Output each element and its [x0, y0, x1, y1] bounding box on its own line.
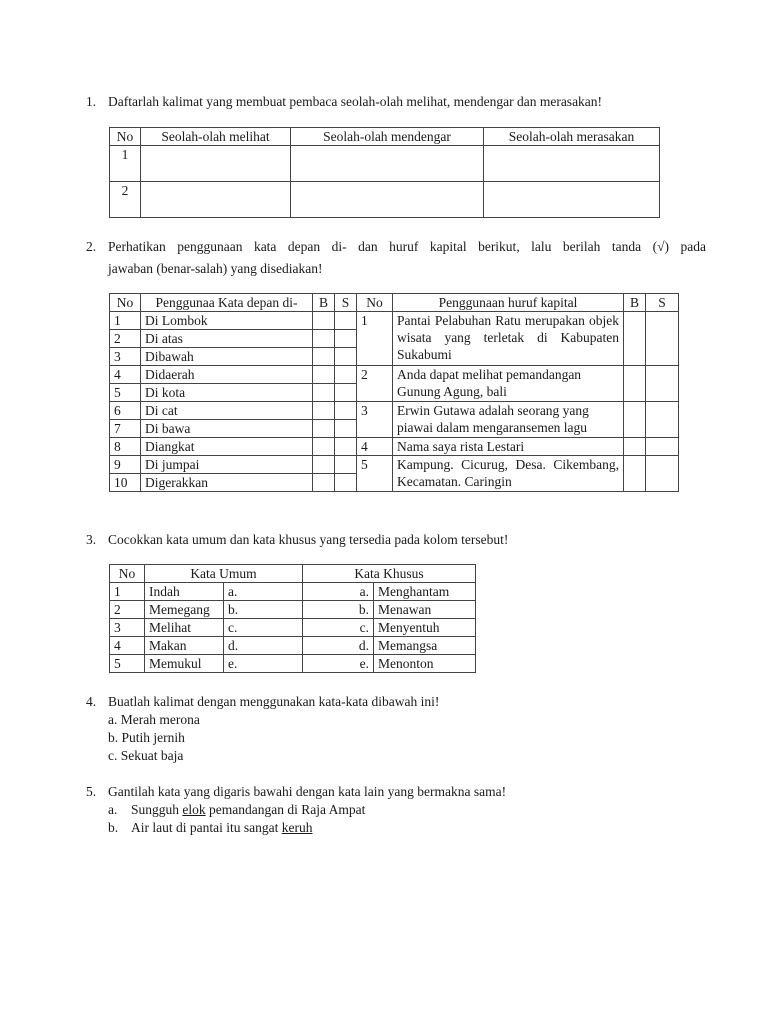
- item-text: Air laut di pantai itu sangat: [131, 820, 282, 835]
- row-text: Di atas: [141, 330, 313, 348]
- q1-table: [109, 127, 660, 218]
- check-cell-b[interactable]: [624, 366, 646, 402]
- kata-khusus: Menonton: [374, 655, 476, 673]
- kata-khusus: Memangsa: [374, 637, 476, 655]
- answer-cell[interactable]: [484, 146, 660, 182]
- table-row: [110, 655, 476, 673]
- col-header: No: [110, 294, 141, 312]
- check-cell-s[interactable]: [646, 402, 679, 438]
- check-cell-s[interactable]: [335, 474, 357, 492]
- row-text: Didaerah: [141, 366, 313, 384]
- answer-cell[interactable]: [141, 182, 291, 218]
- question-text: Gantilah kata yang digaris bawahi dengan kata lain yang bermakna sama!: [108, 784, 507, 799]
- question-1: [86, 93, 706, 111]
- row-number: 2: [357, 366, 393, 402]
- match-letter[interactable]: c.: [224, 619, 303, 637]
- check-cell-b[interactable]: [313, 348, 335, 366]
- col-header: No: [110, 565, 145, 583]
- kata-umum: Makan: [145, 637, 224, 655]
- list-item: c. Sekuat baja: [108, 748, 184, 763]
- row-number: 3: [110, 619, 145, 637]
- question-number: 1.: [86, 94, 97, 109]
- kata-khusus: Menghantam: [374, 583, 476, 601]
- row-number: 9: [110, 456, 141, 474]
- col-header: No: [110, 128, 141, 146]
- check-cell-s[interactable]: [646, 438, 679, 456]
- row-text: Kampung. Cicurug, Desa. Cikembang, Kecamatan. Caringin: [393, 456, 624, 492]
- col-header: No: [357, 294, 393, 312]
- col-header: Seolah-olah melihat: [141, 128, 291, 146]
- item-label: a.: [108, 802, 118, 817]
- check-cell-s[interactable]: [335, 438, 357, 456]
- table-row: [110, 146, 660, 182]
- option-letter: b.: [303, 601, 374, 619]
- col-header: Seolah-olah mendengar: [291, 128, 484, 146]
- row-number: 4: [110, 637, 145, 655]
- match-letter[interactable]: b.: [224, 601, 303, 619]
- question-text-line-2: jawaban (benar-salah) yang disediakan!: [108, 261, 323, 276]
- row-number: 2: [110, 601, 145, 619]
- check-cell-s[interactable]: [335, 348, 357, 366]
- list-item: [108, 801, 706, 819]
- question-text-line-1: Perhatikan penggunaan kata depan di- dan huruf kapital berikut, lalu berilah tanda (√) pada: [108, 239, 706, 254]
- row-text: Erwin Gutawa adalah seorang yang piawai dalam mengaransemen lagu: [393, 402, 624, 438]
- match-letter[interactable]: e.: [224, 655, 303, 673]
- answer-cell[interactable]: [141, 146, 291, 182]
- list-item: b. Putih jernih: [108, 730, 185, 745]
- col-header: B: [624, 294, 646, 312]
- question-number: 5.: [86, 784, 97, 799]
- row-number: 3: [357, 402, 393, 438]
- row-text: Anda dapat melihat pemandangan Gunung Agung, bali: [393, 366, 624, 402]
- row-text: Di jumpai: [141, 456, 313, 474]
- row-number: 2: [110, 182, 141, 218]
- table-row: [110, 402, 679, 420]
- kata-umum: Memegang: [145, 601, 224, 619]
- check-cell-b[interactable]: [313, 474, 335, 492]
- table-row: [110, 601, 476, 619]
- check-cell-s[interactable]: [335, 384, 357, 402]
- check-cell-b[interactable]: [313, 402, 335, 420]
- row-number: 4: [110, 366, 141, 384]
- question-2: [86, 238, 706, 278]
- question-number: 2.: [86, 239, 97, 254]
- table-row: [110, 619, 476, 637]
- option-letter: c.: [303, 619, 374, 637]
- row-number: 6: [110, 402, 141, 420]
- question-text: Daftarlah kalimat yang membuat pembaca seolah-olah melihat, mendengar dan merasakan!: [108, 94, 603, 109]
- check-cell-s[interactable]: [646, 312, 679, 366]
- check-cell-s[interactable]: [646, 456, 679, 492]
- row-number: 4: [357, 438, 393, 456]
- col-header: Penggunaa Kata depan di-: [141, 294, 313, 312]
- check-cell-b[interactable]: [313, 438, 335, 456]
- col-header: S: [335, 294, 357, 312]
- item-text: Sungguh: [131, 802, 183, 817]
- question-text: Cocokkan kata umum dan kata khusus yang tersedia pada kolom tersebut!: [108, 532, 509, 547]
- row-text: Dibawah: [141, 348, 313, 366]
- check-cell-b[interactable]: [313, 420, 335, 438]
- check-cell-b[interactable]: [624, 438, 646, 456]
- row-number: 1: [110, 583, 145, 601]
- row-number: 2: [110, 330, 141, 348]
- row-number: 8: [110, 438, 141, 456]
- item-label: b.: [108, 820, 119, 835]
- row-text: Di Lombok: [141, 312, 313, 330]
- table-row: [110, 182, 660, 218]
- option-letter: a.: [303, 583, 374, 601]
- col-header: B: [313, 294, 335, 312]
- row-number: 5: [110, 655, 145, 673]
- question-3: [86, 531, 706, 549]
- check-cell-s[interactable]: [335, 366, 357, 384]
- col-header: S: [646, 294, 679, 312]
- q2-table: [109, 293, 679, 492]
- check-cell-s[interactable]: [335, 456, 357, 474]
- col-header: Kata Umum: [145, 565, 303, 583]
- check-cell-b[interactable]: [624, 312, 646, 366]
- underlined-word: keruh: [281, 820, 313, 835]
- row-number: 5: [357, 456, 393, 492]
- list-item: a. Merah merona: [108, 712, 200, 727]
- table-row: [110, 438, 679, 456]
- check-cell-s[interactable]: [335, 402, 357, 420]
- match-letter[interactable]: d.: [224, 637, 303, 655]
- row-number: 10: [110, 474, 141, 492]
- check-cell-b[interactable]: [624, 402, 646, 438]
- col-header: Kata Khusus: [303, 565, 476, 583]
- match-letter[interactable]: a.: [224, 583, 303, 601]
- check-cell-s[interactable]: [335, 330, 357, 348]
- row-number: 1: [357, 312, 393, 366]
- check-cell-s[interactable]: [335, 420, 357, 438]
- check-cell-b[interactable]: [624, 456, 646, 492]
- col-header: Penggunaan huruf kapital: [393, 294, 624, 312]
- row-number: 5: [110, 384, 141, 402]
- option-letter: d.: [303, 637, 374, 655]
- underlined-word: elok: [182, 802, 206, 817]
- table-row: [110, 583, 476, 601]
- row-number: 7: [110, 420, 141, 438]
- check-cell-s[interactable]: [646, 366, 679, 402]
- check-cell-s[interactable]: [335, 312, 357, 330]
- row-number: 1: [110, 146, 141, 182]
- check-cell-b[interactable]: [313, 312, 335, 330]
- kata-umum: Memukul: [145, 655, 224, 673]
- table-row: [110, 637, 476, 655]
- row-text: Di bawa: [141, 420, 313, 438]
- answer-cell[interactable]: [484, 182, 660, 218]
- kata-khusus: Menawan: [374, 601, 476, 619]
- question-4: [86, 693, 706, 765]
- answer-cell[interactable]: [291, 146, 484, 182]
- check-cell-b[interactable]: [313, 366, 335, 384]
- row-text: Di cat: [141, 402, 313, 420]
- check-cell-b[interactable]: [313, 384, 335, 402]
- table-row: [110, 366, 679, 384]
- row-text: Pantai Pelabuhan Ratu merupakan objek wisata yang terletak di Kabupaten Sukabumi: [393, 312, 624, 366]
- row-text: Diangkat: [141, 438, 313, 456]
- kata-khusus: Menyentuh: [374, 619, 476, 637]
- check-cell-b[interactable]: [313, 330, 335, 348]
- item-text: pemandangan di Raja Ampat: [205, 802, 366, 817]
- row-text: Nama saya rista Lestari: [393, 438, 624, 456]
- table-row: [110, 456, 679, 474]
- question-number: 4.: [86, 694, 97, 709]
- row-number: 3: [110, 348, 141, 366]
- answer-cell[interactable]: [291, 182, 484, 218]
- question-5: [86, 783, 706, 837]
- check-cell-b[interactable]: [313, 456, 335, 474]
- row-text: Digerakkan: [141, 474, 313, 492]
- q3-table: [109, 564, 476, 673]
- list-item: [108, 819, 706, 837]
- col-header: Seolah-olah merasakan: [484, 128, 660, 146]
- option-letter: e.: [303, 655, 374, 673]
- row-text: Di kota: [141, 384, 313, 402]
- table-row: [110, 312, 679, 330]
- row-number: 1: [110, 312, 141, 330]
- question-text: Buatlah kalimat dengan menggunakan kata-kata dibawah ini!: [108, 694, 440, 709]
- kata-umum: Indah: [145, 583, 224, 601]
- question-number: 3.: [86, 532, 97, 547]
- kata-umum: Melihat: [145, 619, 224, 637]
